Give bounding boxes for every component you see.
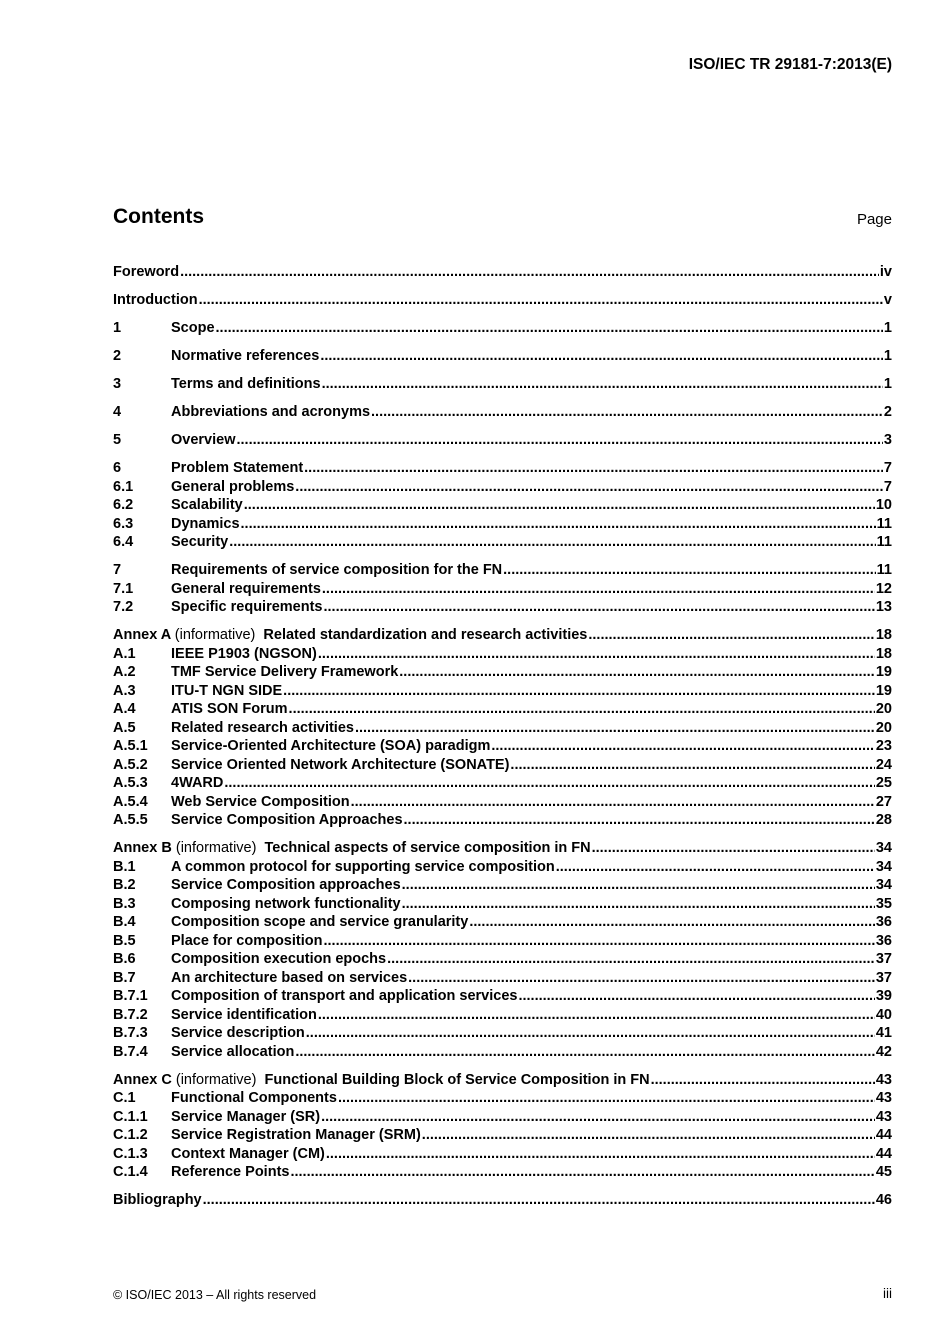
toc-entry[interactable]: [113, 1025, 892, 1044]
toc-entry[interactable]: [113, 320, 892, 339]
toc-entry-number: A.4: [113, 701, 136, 717]
toc-entry-title: [113, 840, 591, 856]
toc-entry-number: C.1.1: [113, 1108, 148, 1125]
toc-entry-title: Context Manager (CM): [171, 1145, 325, 1162]
toc-entry-number: 6.2: [113, 497, 134, 513]
toc-entry-page: 37: [875, 951, 892, 967]
toc-entry-page: 19: [875, 682, 892, 699]
dot-leader: [326, 1146, 875, 1162]
toc-entry[interactable]: [113, 683, 892, 702]
toc-entry-number: A.5.4: [113, 793, 148, 810]
toc-entry-title: Functional Components: [171, 1090, 337, 1106]
toc-entry[interactable]: [113, 1146, 892, 1165]
toc-entry-number: A.5.3: [113, 775, 148, 791]
toc-entry[interactable]: [113, 534, 892, 553]
toc-entry-number: 7.1: [113, 580, 134, 597]
toc-entry-number: A.5: [113, 719, 136, 736]
annex-qualifier: (informative): [175, 840, 257, 856]
dot-leader: [588, 627, 874, 643]
toc-entry[interactable]: [113, 1164, 892, 1183]
dot-leader: [229, 534, 875, 550]
toc-entry-page: 41: [875, 1025, 892, 1041]
toc-entry-number: B.2: [113, 877, 136, 893]
toc-entry-number: 1: [113, 320, 122, 336]
dot-leader: [491, 738, 875, 754]
toc-entry-number: B.7.1: [113, 988, 148, 1004]
toc-entry[interactable]: [113, 701, 892, 720]
toc-entry-title: Reference Points: [171, 1164, 290, 1180]
toc-entry-page: 44: [875, 1127, 892, 1143]
toc-entry[interactable]: [113, 775, 892, 794]
toc-entry[interactable]: [113, 1044, 892, 1063]
toc-entry-title: Problem Statement: [171, 460, 304, 476]
toc-entry-page: 43: [875, 1108, 892, 1125]
toc-entry-title: [113, 1072, 650, 1088]
dot-leader: [351, 794, 875, 810]
dot-leader: [404, 812, 875, 828]
toc-entry-page: 35: [875, 895, 892, 912]
dot-leader: [241, 516, 876, 532]
toc-entry-title: Introduction: [113, 292, 198, 308]
dot-leader: [295, 479, 883, 495]
dot-leader: [283, 683, 875, 699]
toc-entry-title: [113, 627, 587, 643]
toc-entry-page: 24: [875, 756, 892, 773]
toc-entry[interactable]: [113, 1127, 892, 1146]
toc-entry-page: 18: [875, 627, 892, 643]
toc-entry[interactable]: [113, 627, 892, 646]
toc-entry-title: ATIS SON Forum: [171, 701, 288, 717]
toc-entry-page: 20: [875, 701, 892, 717]
toc-entry[interactable]: [113, 951, 892, 970]
toc-entry-title: An architecture based on services: [171, 969, 408, 986]
toc-entry-number: 7: [113, 562, 122, 578]
toc-entry-number: B.7.3: [113, 1025, 148, 1041]
dot-leader: [199, 292, 883, 308]
toc-entry-number: B.1: [113, 858, 136, 875]
toc-entry-page: 42: [875, 1043, 892, 1060]
dot-leader: [408, 970, 875, 986]
annex-label: Annex C: [113, 1071, 172, 1088]
toc-entry-page: 36: [875, 914, 892, 930]
toc-entry-page: 27: [875, 793, 892, 810]
dot-leader: [321, 1109, 875, 1125]
toc-entry[interactable]: [113, 933, 892, 952]
dot-leader: [355, 720, 875, 736]
toc-entry-title: Service Composition Approaches: [171, 812, 403, 828]
annex-qualifier: (informative): [175, 1071, 257, 1088]
toc-entry-number: C.1.4: [113, 1164, 148, 1180]
toc-entry-number: C.1.2: [113, 1127, 148, 1143]
toc-entry-page: 1: [883, 376, 892, 392]
toc-entry-number: 6.4: [113, 534, 134, 550]
toc-entry[interactable]: [113, 264, 892, 283]
toc-entry-page: 1: [883, 348, 892, 364]
toc-entry[interactable]: [113, 664, 892, 683]
dot-leader: [318, 1007, 875, 1023]
toc-entry-number: B.4: [113, 914, 136, 930]
toc-entry-page: 36: [875, 932, 892, 949]
toc-entry-number: B.6: [113, 951, 136, 967]
toc-entry-number: A.5.2: [113, 756, 148, 773]
toc-entry-title: Place for composition: [171, 932, 323, 949]
toc-entry[interactable]: [113, 988, 892, 1007]
toc-entry-number: 6: [113, 460, 122, 476]
page-title: Contents: [113, 205, 204, 228]
dot-leader: [318, 646, 875, 662]
toc-entry-number: 6.3: [113, 515, 134, 532]
annex-qualifier: (informative): [174, 627, 256, 643]
toc-entry-title: Composing network functionality: [171, 895, 401, 912]
toc-entry-page: 3: [883, 432, 892, 448]
toc-entry-page: 7: [883, 460, 892, 476]
dot-leader: [556, 859, 875, 875]
toc-entry-title: Composition execution epochs: [171, 951, 387, 967]
toc-entry[interactable]: [113, 404, 892, 423]
toc-entry-title: Service allocation: [171, 1043, 295, 1060]
document-id-header: ISO/IEC TR 29181-7:2013(E): [688, 56, 892, 73]
dot-leader: [387, 951, 875, 967]
dot-leader: [290, 1164, 874, 1180]
toc-entry[interactable]: [113, 1090, 892, 1109]
toc-entry[interactable]: [113, 757, 892, 776]
toc-entry-page: 18: [875, 645, 892, 662]
dot-leader: [469, 914, 875, 930]
annex-label: Annex A: [113, 627, 171, 643]
toc-entry-number: 4: [113, 404, 122, 420]
toc-entry-number: 3: [113, 376, 122, 392]
toc-entry-page: 34: [875, 858, 892, 875]
toc-entry-number: B.7: [113, 969, 136, 986]
toc-entry-title: Abbreviations and acronyms: [171, 404, 371, 420]
toc-entry-page: 39: [875, 988, 892, 1004]
dot-leader: [322, 376, 883, 392]
annex-title: Technical aspects of service composition in FN: [264, 840, 591, 856]
toc-entry-page: v: [883, 292, 892, 308]
toc-entry[interactable]: [113, 646, 892, 665]
toc-entry-title: IEEE P1903 (NGSON): [171, 645, 317, 662]
toc-entry-number: 6.1: [113, 478, 134, 495]
toc-entry-page: 37: [875, 969, 892, 986]
toc-entry-number: C.1.3: [113, 1145, 148, 1162]
dot-leader: [180, 264, 879, 280]
dot-leader: [402, 896, 875, 912]
toc-entry-title: Service Composition approaches: [171, 877, 401, 893]
dot-leader: [399, 664, 875, 680]
toc-entry-page: 23: [875, 738, 892, 754]
toc-entry-title: General problems: [171, 478, 295, 495]
page-column-label: Page: [856, 211, 892, 228]
toc-entry-page: 11: [876, 562, 892, 578]
toc-entry-page: 44: [875, 1145, 892, 1162]
toc-entry-number: A.3: [113, 682, 136, 699]
toc-entry-number: C.1: [113, 1090, 136, 1106]
toc-entry-title: Bibliography: [113, 1192, 202, 1208]
toc-entry-title: Service identification: [171, 1006, 317, 1023]
toc-entry-title: ITU-T NGN SIDE: [171, 682, 283, 699]
toc-entry-title: Overview: [171, 432, 236, 448]
toc-entry-page: 43: [875, 1090, 892, 1106]
toc-entry[interactable]: [113, 859, 892, 878]
dot-leader: [651, 1072, 875, 1088]
toc-entry-title: Specific requirements: [171, 599, 323, 615]
dot-leader: [510, 757, 874, 773]
toc-entry-page: 40: [875, 1006, 892, 1023]
dot-leader: [306, 1025, 875, 1041]
toc-entry-number: 5: [113, 432, 122, 448]
toc-entry-number: A.5.5: [113, 812, 148, 828]
toc-entry[interactable]: [113, 914, 892, 933]
toc-entry-page: 7: [883, 478, 892, 495]
dot-leader: [323, 933, 874, 949]
toc-entry-title: TMF Service Delivery Framework: [171, 664, 399, 680]
toc-entry-page: 11: [876, 515, 892, 532]
toc-entry-page: 43: [875, 1071, 892, 1088]
toc-entry-title: Service Registration Manager (SRM): [171, 1127, 421, 1143]
toc-entry-title: Requirements of service composition for the FN: [171, 562, 503, 578]
toc-entry-page: 12: [875, 580, 892, 597]
dot-leader: [289, 701, 875, 717]
toc-entry-title: Composition scope and service granularity: [171, 914, 469, 930]
toc-entry-title: Web Service Composition: [171, 793, 350, 810]
toc-entry-title: General requirements: [171, 580, 321, 597]
toc-entry-title: Service Oriented Network Architecture (SONATE): [171, 756, 510, 773]
annex-title: Functional Building Block of Service Composition in FN: [264, 1071, 650, 1088]
toc-entry[interactable]: [113, 516, 892, 535]
toc-entry-number: B.7.2: [113, 1006, 148, 1023]
toc-entry-title: Service-Oriented Architecture (SOA) paradigm: [171, 738, 491, 754]
toc-entry-page: 34: [875, 840, 892, 856]
dot-leader: [216, 320, 883, 336]
dot-leader: [244, 497, 875, 513]
dot-leader: [402, 877, 875, 893]
dot-leader: [224, 775, 874, 791]
toc-entry[interactable]: [113, 497, 892, 516]
toc-entry-title: Dynamics: [171, 515, 240, 532]
toc-entry-page: 25: [875, 775, 892, 791]
table-of-contents: [113, 264, 892, 1211]
dot-leader: [237, 432, 883, 448]
dot-leader: [322, 581, 875, 597]
dot-leader: [371, 404, 883, 420]
annex-title: Related standardization and research activities: [263, 627, 588, 643]
toc-entry-number: A.2: [113, 664, 136, 680]
toc-entry-title: Composition of transport and application services: [171, 988, 518, 1004]
toc-entry-number: 2: [113, 348, 122, 364]
toc-entry[interactable]: [113, 1192, 892, 1211]
toc-entry-title: Normative references: [171, 348, 320, 364]
toc-entry-title: Related research activities: [171, 719, 354, 736]
toc-entry-number: B.5: [113, 932, 136, 949]
dot-leader: [503, 562, 876, 578]
toc-entry[interactable]: [113, 599, 892, 618]
toc-entry[interactable]: [113, 581, 892, 600]
toc-entry-page: 34: [875, 877, 892, 893]
toc-entry-title: Foreword: [113, 264, 180, 280]
annex-label: Annex B: [113, 840, 172, 856]
dot-leader: [338, 1090, 875, 1106]
toc-entry-page: 2: [883, 404, 892, 420]
toc-entry-number: B.7.4: [113, 1043, 148, 1060]
toc-entry-page: 1: [883, 320, 892, 336]
dot-leader: [304, 460, 883, 476]
toc-entry[interactable]: [113, 970, 892, 989]
toc-entry[interactable]: [113, 738, 892, 757]
dot-leader: [295, 1044, 875, 1060]
dot-leader: [592, 840, 875, 856]
dot-leader: [422, 1127, 875, 1143]
toc-entry[interactable]: [113, 1072, 892, 1091]
toc-entry-page: 19: [875, 664, 892, 680]
dot-leader: [324, 599, 875, 615]
toc-entry[interactable]: [113, 896, 892, 915]
toc-entry[interactable]: [113, 432, 892, 451]
toc-entry-number: A.1: [113, 645, 136, 662]
toc-entry-page: 46: [875, 1192, 892, 1208]
toc-entry[interactable]: [113, 348, 892, 367]
toc-entry[interactable]: [113, 877, 892, 896]
toc-entry-number: A.5.1: [113, 738, 148, 754]
toc-entry[interactable]: [113, 1007, 892, 1026]
toc-entry-title: Scope: [171, 320, 215, 336]
page-number: iii: [883, 1286, 892, 1301]
toc-entry-title: 4WARD: [171, 775, 224, 791]
toc-entry[interactable]: [113, 376, 892, 395]
toc-entry-number: B.3: [113, 895, 136, 912]
toc-entry-page: iv: [879, 264, 892, 280]
dot-leader: [203, 1192, 875, 1208]
toc-entry-page: 20: [875, 719, 892, 736]
toc-entry-title: Service description: [171, 1025, 305, 1041]
toc-entry-page: 28: [875, 812, 892, 828]
toc-entry-number: 7.2: [113, 599, 134, 615]
toc-entry-page: 11: [876, 534, 892, 550]
toc-entry[interactable]: [113, 1109, 892, 1128]
toc-entry-title: Security: [171, 534, 229, 550]
copyright-footer: © ISO/IEC 2013 – All rights reserved: [113, 1288, 317, 1302]
toc-entry-title: Service Manager (SR): [171, 1108, 321, 1125]
toc-entry[interactable]: [113, 460, 892, 479]
toc-entry-page: 13: [875, 599, 892, 615]
toc-entry[interactable]: [113, 720, 892, 739]
toc-entry[interactable]: [113, 812, 892, 831]
toc-entry[interactable]: [113, 292, 892, 311]
toc-entry[interactable]: [113, 840, 892, 859]
toc-entry[interactable]: [113, 479, 892, 498]
toc-entry[interactable]: [113, 794, 892, 813]
toc-entry[interactable]: [113, 562, 892, 581]
dot-leader: [320, 348, 883, 364]
toc-entry-page: 45: [875, 1164, 892, 1180]
toc-entry-title: Terms and definitions: [171, 376, 321, 392]
dot-leader: [518, 988, 874, 1004]
toc-entry-title: Scalability: [171, 497, 243, 513]
toc-entry-title: A common protocol for supporting service composition: [171, 858, 555, 875]
toc-entry-page: 10: [875, 497, 892, 513]
